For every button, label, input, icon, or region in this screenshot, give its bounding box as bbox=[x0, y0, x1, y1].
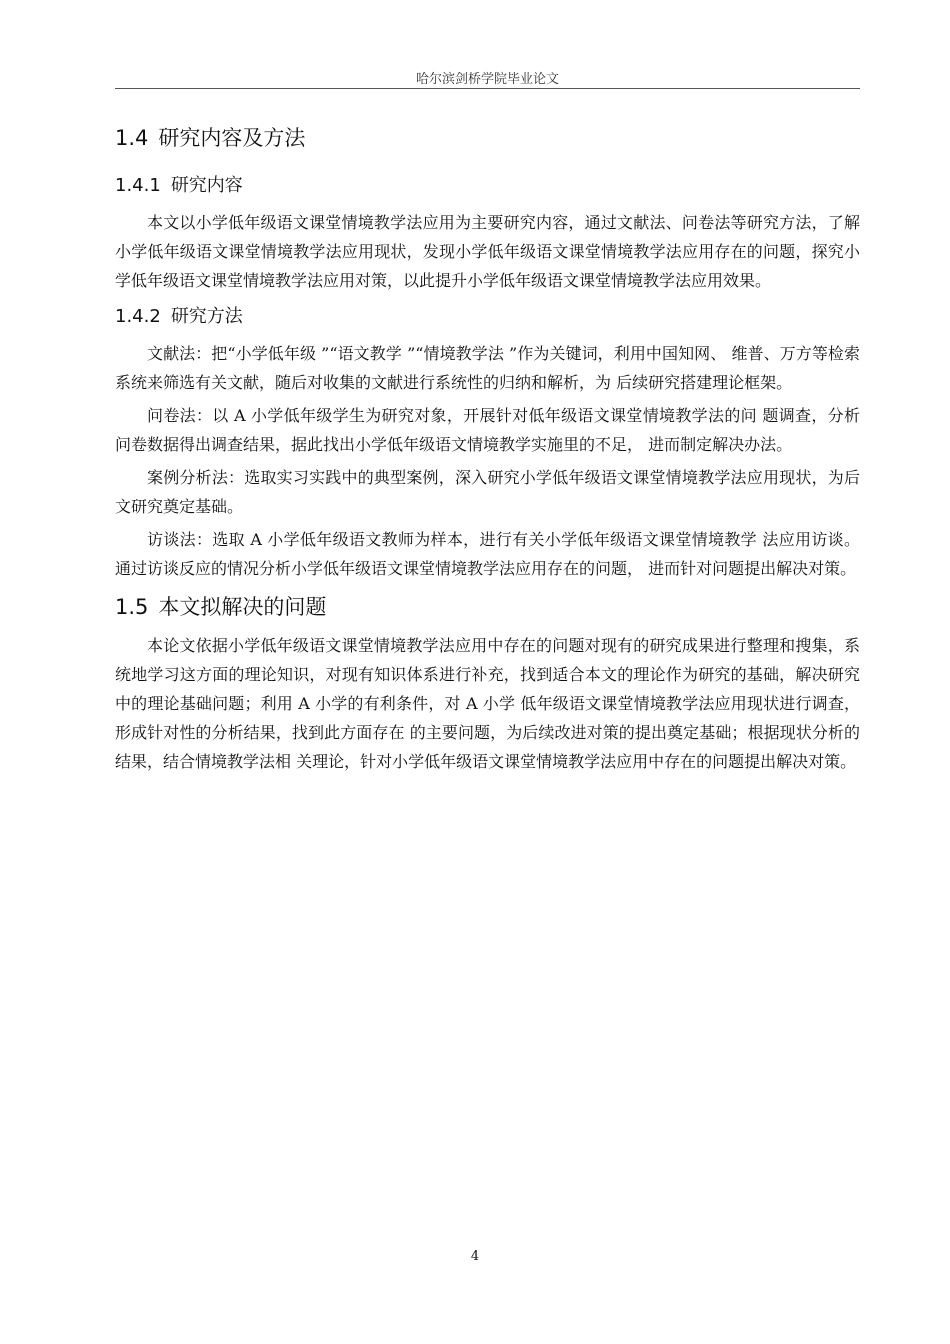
subsection-heading-1-4-2 bbox=[115, 299, 860, 335]
running-header: 哈尔滨剑桥学院毕业论文 bbox=[415, 72, 559, 87]
section-title: 本文拟解决的问题 bbox=[158, 595, 327, 619]
paragraph-questionnaire-method: 问卷法：以 A 小学低年级学生为研究对象，开展针对低年级语文课堂情境教学法的问 题调查，分析问卷数据得出调查结果，据此找出小学低年级语文情境教学实施里的不足， 进而制定解决办法。 bbox=[115, 406, 860, 454]
paragraph-interview-method: 访谈法：选取 A 小学低年级语文教师为样本，进行有关小学低年级语文课堂情境教学 法应用访谈。通过访谈反应的情况分析小学低年级语文课堂情境教学法应用存在的问题， 进而针对问题提出解决对策。 bbox=[115, 530, 860, 578]
paragraph-research-content: 本文以小学低年级语文课堂情境教学法应用为主要研究内容，通过文献法、问卷法等研究方法，了解小学低年级语文课堂情境教学法应用现状，发现小学低年级语文课堂情境教学法应用存在的问题，探究小学低年级语文课堂情境教学法应用对策，以此提升小学低年级语文课堂情境教学法应用效果。 bbox=[115, 213, 860, 290]
subsection-number: 1.4.1 bbox=[115, 175, 161, 196]
section-heading-1-4 bbox=[115, 118, 860, 158]
section-number: 1.5 bbox=[115, 595, 149, 619]
paragraph-case-analysis-method: 案例分析法：选取实习实践中的典型案例，深入研究小学低年级语文课堂情境教学法应用现状，为后文研究奠定基础。 bbox=[115, 468, 860, 516]
section-heading-1-5 bbox=[115, 587, 860, 627]
header-rule bbox=[115, 88, 860, 89]
page-body bbox=[115, 118, 860, 776]
subsection-title: 研究方法 bbox=[170, 306, 243, 327]
section-title: 研究内容及方法 bbox=[158, 126, 306, 150]
paragraph-problems: 本论文依据小学低年级语文课堂情境教学法应用中存在的问题对现有的研究成果进行整理和搜集，系统地学习这方面的理论知识，对现有知识体系进行补充，找到适合本文的理论作为研究的基础，解决研究中的理论基础问题；利用 A 小学的有利条件，对 A 小学 低年级语文课堂情境教学法应用现状进行调查，形成针对性的分析结果，找到此方面存在 的主要问题，为后续改进对策的提出奠定基础；根据现状分析的结果，结合情境教学法相 关理论，针对小学低年级语文课堂情境教学法应用中存在的问题提出解决对策。 bbox=[115, 636, 860, 771]
subsection-title: 研究内容 bbox=[170, 175, 243, 196]
section-number: 1.4 bbox=[115, 126, 149, 150]
page-number: 4 bbox=[470, 1249, 480, 1264]
subsection-heading-1-4-1 bbox=[115, 168, 860, 204]
paragraph-literature-method: 文献法：把“小学低年级 ”“语文教学 ”“情境教学法 ”作为关键词，利用中国知网、 维普、万方等检索系统来筛选有关文献，随后对收集的文献进行系统性的归纳和解析，为 后续研究搭建理论框架。 bbox=[115, 344, 860, 392]
subsection-number: 1.4.2 bbox=[115, 306, 161, 327]
